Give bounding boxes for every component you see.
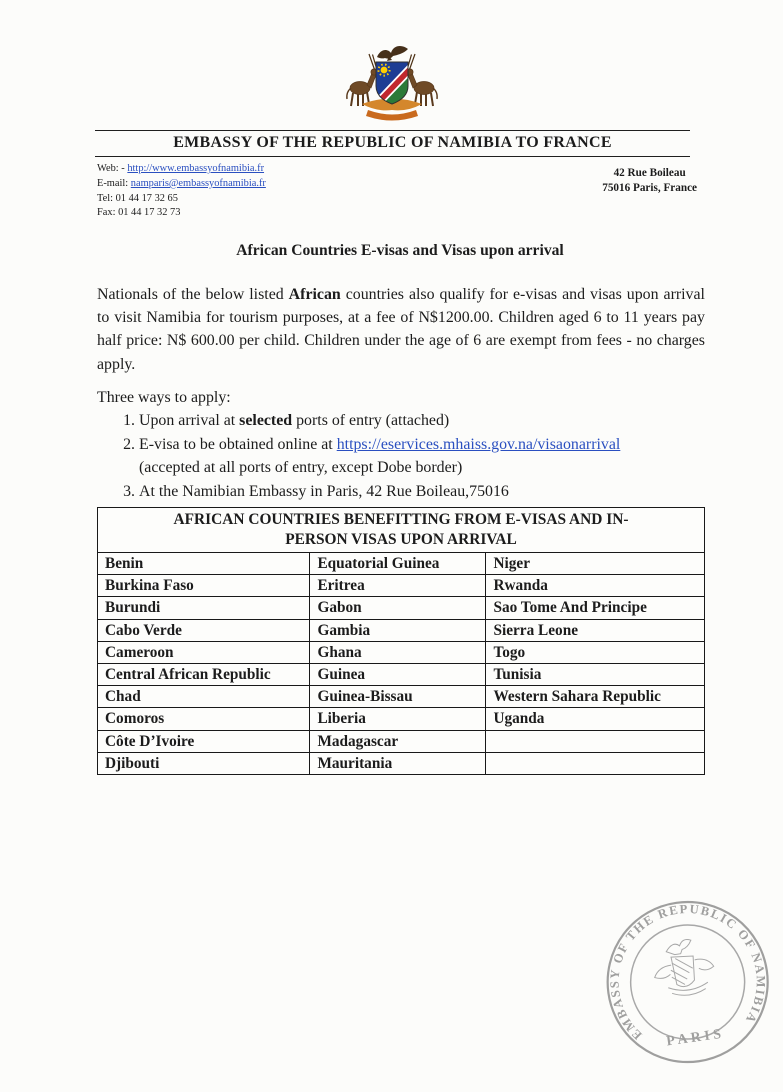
- table-cell: Sierra Leone: [486, 619, 705, 641]
- namibia-coat-of-arms: [334, 40, 450, 137]
- email-label: E-mail:: [97, 177, 129, 189]
- table-cell: Gabon: [310, 597, 486, 619]
- table-row: [98, 752, 705, 774]
- embassy-stamp: [583, 877, 783, 1092]
- table-row: [98, 641, 705, 663]
- oryx-right-icon: [406, 54, 436, 106]
- address-block: [602, 162, 697, 221]
- evisa-link[interactable]: https://eservices.mhaiss.gov.na/visaonarrival: [336, 435, 621, 453]
- table-header-line1: AFRICAN COUNTRIES BENEFITTING FROM E-VISAS AND IN-: [173, 511, 629, 528]
- contact-email-line: [97, 177, 266, 192]
- apply-item-3: 3. At the Namibian Embassy in Paris, 42 Rue Boileau,75016: [139, 480, 705, 503]
- table-cell: Mauritania: [310, 752, 486, 774]
- intro-paragraph: [97, 283, 705, 376]
- apply-item-2-part1: E-visa to be obtained online at: [139, 435, 337, 453]
- table-cell: Uganda: [486, 708, 705, 730]
- table-cell: Benin: [98, 553, 310, 575]
- table-cell: [486, 730, 705, 752]
- table-cell: Togo: [486, 641, 705, 663]
- eagle-icon: [377, 46, 408, 61]
- table-cell: Burkina Faso: [98, 575, 310, 597]
- table-cell: Djibouti: [98, 752, 310, 774]
- contact-block: [97, 162, 266, 221]
- apply-item-2: [139, 433, 705, 480]
- table-header-row: [98, 508, 705, 553]
- table-cell: Guinea: [310, 664, 486, 686]
- oryx-left-icon: [346, 54, 376, 106]
- table-header-line2: PERSON VISAS UPON ARRIVAL: [285, 531, 517, 548]
- contact-row: [97, 162, 697, 221]
- table-cell: Niger: [486, 553, 705, 575]
- table-cell: Western Sahara Republic: [486, 686, 705, 708]
- table-cell: Madagascar: [310, 730, 486, 752]
- stamp-inner-ring: [623, 918, 752, 1050]
- table-cell: Central African Republic: [98, 664, 310, 686]
- table-cell: Ghana: [310, 641, 486, 663]
- table-cell: Cameroon: [98, 641, 310, 663]
- embassy-title: EMBASSY OF THE REPUBLIC OF NAMIBIA TO FRANCE: [173, 134, 612, 151]
- intro-part2: countries also qualify for e-visas and visas upon arrival to visit Namibia for tourism purposes, at a fee of N$1200.00. Children aged 6 to 11 years pay half price: N$ 600.00 per child. Children under the age of 6 are exempt from fees - no charges apply.: [97, 286, 705, 373]
- table-cell: Cabo Verde: [98, 619, 310, 641]
- stamp-bottom-text: PARIS: [665, 1026, 726, 1050]
- table-row: [98, 575, 705, 597]
- apply-list: [97, 409, 705, 503]
- table-row: [98, 619, 705, 641]
- table-cell: Sao Tome And Principe: [486, 597, 705, 619]
- stamp-arc-text: EMBASSY OF THE REPUBLIC OF NAMIBIA: [607, 901, 768, 1043]
- stamp-crest-sketch: [650, 936, 717, 999]
- table-cell: Chad: [98, 686, 310, 708]
- stamp-graphic: [583, 877, 783, 1087]
- apply-heading: Three ways to apply:: [97, 389, 231, 406]
- table-row: [98, 708, 705, 730]
- intro-bold-word: African: [288, 286, 341, 303]
- table-cell: [486, 752, 705, 774]
- apply-section: [97, 386, 705, 503]
- table-cell: Burundi: [98, 597, 310, 619]
- contact-fax-line: Fax: 01 44 17 32 73: [97, 207, 181, 219]
- web-label: Web: -: [97, 163, 125, 174]
- table-cell: Gambia: [310, 619, 486, 641]
- countries-table: [97, 507, 705, 775]
- apply-item-1-bold: selected: [239, 412, 293, 430]
- intro-part1: Nationals of the below listed: [97, 286, 289, 303]
- contact-tel-line: Tel: 01 44 17 32 65: [97, 192, 178, 204]
- masthead: [95, 130, 690, 157]
- apply-item-2-part2: (accepted at all ports of entry, except Dobe border): [139, 459, 463, 477]
- address-line1: 42 Rue Boileau: [613, 167, 686, 179]
- email-link[interactable]: namparis@embassyofnamibia.fr: [130, 177, 266, 189]
- table-cell: Guinea-Bissau: [310, 686, 486, 708]
- web-link[interactable]: http://www.embassyofnamibia.fr: [127, 163, 265, 174]
- table-cell: Tunisia: [486, 664, 705, 686]
- apply-item-1-part2: ports of entry (attached): [292, 412, 450, 430]
- table-header: [98, 508, 705, 553]
- table-row: [98, 553, 705, 575]
- table-row: [98, 730, 705, 752]
- table-cell: Liberia: [310, 708, 486, 730]
- document-title: African Countries E-visas and Visas upon arrival: [236, 242, 564, 259]
- address-line2: 75016 Paris, France: [602, 181, 697, 194]
- table-cell: Côte D’Ivoire: [98, 730, 310, 752]
- table-cell: Rwanda: [486, 575, 705, 597]
- apply-item-1-part1: Upon arrival at: [139, 412, 240, 430]
- table-row: [98, 597, 705, 619]
- table-cell: Comoros: [98, 708, 310, 730]
- table-row: [98, 664, 705, 686]
- apply-item-1: [139, 409, 705, 432]
- table-cell: Eritrea: [310, 575, 486, 597]
- table-row: [98, 686, 705, 708]
- table-cell: Equatorial Guinea: [310, 553, 486, 575]
- coat-of-arms-graphic: [334, 40, 450, 132]
- contact-web-line: [97, 162, 266, 177]
